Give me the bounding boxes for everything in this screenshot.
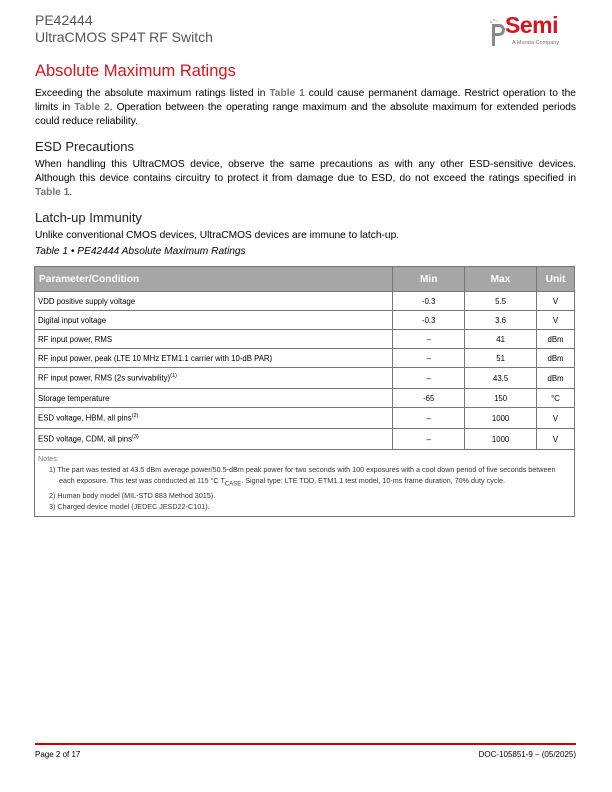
col-header-min: Min (393, 267, 465, 292)
table-row (35, 368, 575, 389)
max-cell: 43.5 (465, 368, 537, 389)
min-cell: – (393, 368, 465, 389)
document-subtitle: UltraCMOS SP4T RF Switch (35, 29, 213, 45)
param-cell: RF input power, peak (LTE 10 MHz ETM1.1 carrier with 10-dB PAR) (35, 349, 393, 368)
min-cell: -0.3 (393, 311, 465, 330)
page-number: Page 2 of 17 (35, 750, 81, 759)
unit-cell: V (537, 408, 575, 429)
table-row (35, 311, 575, 330)
unit-cell: °C (537, 389, 575, 408)
param-cell: VDD positive supply voltage (35, 292, 393, 311)
param-cell: ESD voltage, CDM, all pins$^{(3)}$ (35, 429, 393, 450)
table-1-link[interactable]: Table 1 (35, 187, 70, 198)
part-number: PE42444 (35, 12, 93, 28)
table-row (35, 349, 575, 368)
param-cell: Digital input voltage (35, 311, 393, 330)
min-cell: – (393, 349, 465, 368)
logo-wordmark: Semi (505, 12, 558, 38)
max-cell: 150 (465, 389, 537, 408)
note-3: 3) Charged device model (JEDEC JESD22-C101). (49, 502, 210, 512)
param-cell: RF input power, RMS (2s survivability)$^{(1)}$ (35, 368, 393, 389)
psemi-logo (487, 14, 577, 50)
table-row (35, 330, 575, 349)
document-header (35, 12, 213, 46)
param-cell: RF input power, RMS (35, 330, 393, 349)
section-title: Absolute Maximum Ratings (35, 62, 236, 80)
table-row (35, 389, 575, 408)
max-cell: 51 (465, 349, 537, 368)
max-cell: 5.5 (465, 292, 537, 311)
unit-cell: V (537, 292, 575, 311)
max-cell: 1000 (465, 429, 537, 450)
document-number: DOC-105851-9 – (05/2025) (478, 750, 576, 759)
table-header-row (35, 267, 575, 292)
min-cell: -65 (393, 389, 465, 408)
param-cell: Storage temperature (35, 389, 393, 408)
col-header-unit: Unit (537, 267, 575, 292)
min-cell: – (393, 429, 465, 450)
col-header-parameter: Parameter/Condition (35, 267, 393, 292)
notes-title: Notes: (38, 454, 59, 463)
unit-cell: dBm (537, 349, 575, 368)
esd-heading: ESD Precautions (35, 139, 134, 154)
col-header-max: Max (465, 267, 537, 292)
unit-cell: V (537, 311, 575, 330)
table-caption: Table 1 • PE42444 Absolute Maximum Ratings (35, 246, 246, 257)
max-cell: 41 (465, 330, 537, 349)
table-row (35, 408, 575, 429)
note-2: 2) Human body model (MIL-STD 883 Method 3015). (49, 491, 216, 501)
min-cell: – (393, 330, 465, 349)
footnote-ref: (2) (131, 413, 139, 420)
table-row (35, 292, 575, 311)
absolute-max-ratings-table (34, 266, 575, 517)
note-1: 1) The part was tested at 43.5 dBm average power/50.5-dBm peak power for two seconds with 100 exposures with a cool down period of five seconds between each exposure. This test was conducted at 115 °C $T_{CASE}$. Signal type: LTE TDD, ETM1.1 test model, 10-ms frame duration, 70% duty cycle. (49, 465, 556, 488)
footnote-ref: (1) (170, 373, 177, 380)
unit-cell: dBm (537, 368, 575, 389)
param-cell: ESD voltage, HBM, all pins$^{(2)}$ (35, 408, 393, 429)
table-notes-row (35, 450, 575, 517)
table-row (35, 429, 575, 450)
table-1-link[interactable]: Table 1 (269, 88, 305, 99)
latchup-heading: Latch-up Immunity (35, 210, 142, 225)
min-cell: -0.3 (393, 292, 465, 311)
max-cell: 3.6 (465, 311, 537, 330)
latchup-paragraph: Unlike conventional CMOS devices, UltraCMOS devices are immune to latch-up. (35, 230, 400, 241)
unit-cell: V (537, 429, 575, 450)
logo-tagline: A Murata Company (512, 40, 560, 46)
unit-cell: dBm (537, 330, 575, 349)
max-cell: 1000 (465, 408, 537, 429)
footnote-ref: (3) (132, 434, 139, 441)
intro-paragraph: Exceeding the absolute maximum ratings listed in Table 1 could cause permanent damage. Restrict operation to the limits in Table 2. Operation between the operating range maximum and the absolute maximum for extended periods could reduce reliability. (35, 88, 576, 127)
table-2-link[interactable]: Table 2 (74, 102, 110, 113)
footer-divider (35, 743, 576, 745)
esd-paragraph: When handling this UltraCMOS device, observe the same precautions as with any other ESD-sensitive devices. Although this device contains circuitry to protect it from damage due to ESD, do not exceed the ratings specified in Table 1. (35, 159, 576, 198)
min-cell: – (393, 408, 465, 429)
table-notes (35, 450, 575, 517)
